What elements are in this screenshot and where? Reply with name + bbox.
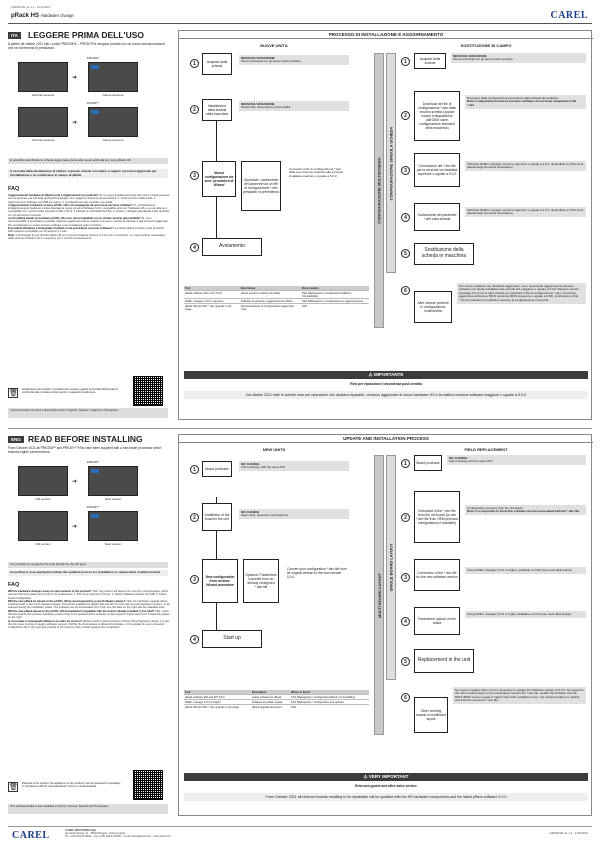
ita-sticker-note xyxy=(8,158,168,164)
step-number: 5 xyxy=(401,249,410,258)
step-number: 1 xyxy=(401,57,410,66)
faq-question: Will the new pRack be based on the pCOS+ HS be accompanied by a new Software release? xyxy=(8,599,126,603)
footer-address xyxy=(65,829,325,838)
old-version-label: Vecchia versione xyxy=(31,93,55,97)
new-device-image-2 xyxy=(88,107,138,137)
product-title xyxy=(11,13,74,19)
ita-tools-table xyxy=(184,286,369,311)
arrow-right-icon: ➜ xyxy=(72,524,78,530)
faq-item xyxy=(8,234,170,241)
header-divider xyxy=(8,23,592,24)
faq-answer: YES, notice that the boards with previous hardware version have to be updated with a software version equal or higher than 5.0.0. Follow the guides on the right. xyxy=(8,609,170,620)
step-number: 1 xyxy=(190,59,199,68)
warning-text: According to your application follow the updated process for installation or replacement of pRack boards xyxy=(10,570,161,574)
faq-item xyxy=(8,204,170,217)
ita-field-title: SOSTITUZIONE IN CAMPO xyxy=(460,43,512,48)
lang-tag-eng: ENG xyxy=(8,436,24,443)
new-step-2-box: Installation of the board in the unit xyxy=(202,503,232,531)
eng-process-panel xyxy=(178,434,592,816)
step-number: 1 xyxy=(401,459,410,468)
field-step-6-note: No need to replace them, but it's necessary to update the Software version to 5.0.0. So repeat for the other boards steps 2,3,4 to download, convert the *.dev file, update the software and the BIOS (BIOS version equal or higher than 6.60, available in the *.zip software folder) on pRack and load the converted *.dev file. xyxy=(453,687,586,704)
eng-devices xyxy=(8,460,168,560)
new-step-1-box: Board purchase xyxy=(202,461,232,477)
sidebar-single: SINGLE BOARD LAYOUT xyxy=(386,455,396,680)
new-device-image xyxy=(88,62,138,92)
faq-answer: Il downgrade di una scheda pRack HS con versione software inferiore a 5.0.0 non è consentito. Le nuove schede necessitano della versione software 5.0.0 o superiore per il corretto funzionamento. xyxy=(8,233,166,240)
new-step-4-box: Start up xyxy=(202,630,262,648)
eng-section xyxy=(8,432,592,827)
sidebar-multi: MULTI BOARD LAYOUT xyxy=(374,455,384,735)
step-number: 6 xyxy=(401,286,410,295)
step-number: 3 xyxy=(401,166,410,175)
field-step-6-box: Altre schede presenti in configurazione multischeda xyxy=(414,291,452,323)
field-step-4-note: Utilizzare RHEC manager versione superiore o uguale a 2.9.3, disponibile su KSA (vedi tabella degli strumenti sottostante) xyxy=(465,207,586,217)
carel-logo: CAREL xyxy=(550,10,588,21)
new-step-3-convert: Convert your configuration *.dev file from its original version to the new release 5.0.0 xyxy=(285,565,349,580)
arrow-right-icon: ➜ xyxy=(72,120,78,126)
eng-important-banner: ⚠ VERY IMPORTANT xyxy=(184,773,588,781)
ita-warning xyxy=(8,169,168,178)
step-number: 4 xyxy=(401,617,410,626)
ita-languages-note xyxy=(8,408,168,418)
bin-icon: 🗑 xyxy=(9,784,18,791)
faq-answer: Sì, le nuova ampliamento base del nuove microprocessore che ne assicura una vita della applicazione svolger anni maggiore dotazione da prestazioni: 1. Tempi di avvio ridotti a 20s; 2. Aggiornamento Software via USB più veloce; 3. Configurazione dei controller più rapida. xyxy=(8,194,170,204)
ita-faq-title: FAQ xyxy=(8,186,20,192)
old-version-label: Old version xyxy=(35,497,51,501)
table-header-row: Tool Descrizione Dove trovarlo xyxy=(184,286,369,291)
faq-item xyxy=(8,600,170,610)
field-step-1-box: Acquisto della scheda xyxy=(414,53,446,69)
old-device-image-2 xyxy=(18,107,68,137)
product-name: pRack HS xyxy=(11,13,40,19)
field-step-2-box: Download of the *.dev file from the old board (or use *.dev file from OEM previous configurations if available) xyxy=(414,491,460,543)
step-number: 2 xyxy=(190,105,199,114)
sidebar-single: CONFIGURAZIONE SINGOLA SCHEDA xyxy=(386,53,396,273)
languages-note-text: This technical leaflet is also available in French, German, Spanish and Portuguese. xyxy=(10,805,109,808)
new-device-image xyxy=(88,466,138,496)
faq-item xyxy=(8,620,170,630)
new-step-2-note: NO CHANGE Same I/Os, dimension and features xyxy=(239,509,349,519)
faq-question: Will the hardware changes mean an improvement to the product? xyxy=(8,590,92,593)
ita-disposal: Smaltimento del prodotto: Il prodotto deve essere oggetto di raccolta differenziata in conformità alle normative locali vigenti in materia di smaltimento. xyxy=(22,388,119,394)
step-number: 5 xyxy=(401,657,410,666)
product-sub: Hardware change xyxy=(40,13,74,18)
new-version-label: Nuova versione xyxy=(102,93,124,97)
new-step-2-box: Installazione della scheda nella macchina xyxy=(202,99,232,121)
step-number: 3 xyxy=(190,575,199,584)
field-step-3-box: Conversion of the *.dev file for the new software version xyxy=(414,559,460,591)
field-step-6-note: Non serve sostituire con hardware aggiornato, ma è necessario aggiornare la versione software con quella installata nelle schede HS maggiore o uguale a 5.0.0. Ripetere quindi i passaggi 2,3,4 con le altre schede per scaricare il file di configurazione *.dev, convertirlo, aggiornare software e BIOS (versione BIOS superiore o uguale a 6.60), continuato nel file *.zip del software) sul pRack e caricare la configurazione convertita. xyxy=(457,283,586,304)
footer-doc-code: +050001431 rel. 1.1 – 14.09.2021 xyxy=(548,832,588,835)
faq-question: È possibile effettuare il downgrade di pRack a una precedente versione software? xyxy=(8,226,113,230)
field-step-2-box: Download del file di configurazione *.dev dalla vecchia scheda (oppure messo a disposizione dall'OEM come configurazione standard della macchina) xyxy=(414,91,460,141)
sticker-note-text: E possibile identificare le schede aggiornate grazie alla nuova etichetta con logo pRack HS. xyxy=(10,158,132,162)
field-step-2-note: Recupero della configurazione precedente dalla scheda da sostituire. Nota: è importante trovare la versione software da cui viene recuperato il file *.dev xyxy=(465,95,586,109)
eng-sticker-note xyxy=(8,562,168,568)
old-device-image-2 xyxy=(18,511,68,541)
faq-question: I aggiornamenti hardware di pRack porta a miglioramenti nel prodotto? xyxy=(8,194,99,197)
step-number: 3 xyxy=(401,573,410,582)
arrow-right-icon: ➜ xyxy=(72,75,78,81)
ita-process-title: PROCESSO DI INSTALLAZIONE E AGGIORNAMENTO xyxy=(179,32,593,39)
faq-answer: YES, the hardware upgrade will be combined with a new 5.0.0 software release. This will be available for pRack 300 and 30Y for both new and old hardware versions, to be selected during the installation phase. The software can be downloaded from KSA, see the table on the right with the available tools. xyxy=(8,599,170,610)
eng-disposal: Disposal of the product: the appliance (or the product) must be disposed of separately in compliance with the local standards in force on waste disposal. xyxy=(22,782,121,788)
device-label-bottom: PRK30Y* xyxy=(86,101,100,105)
warning-text: A seconda della destinazione di utilizzo si queste schede si invitano a seguire i processi aggiornati per l'installazione o la sostituzione in campo di pRack xyxy=(10,169,157,177)
field-step-1-note: NESSUNA VARIAZIONE Piena continuità con gli stessi codici prodotto xyxy=(451,53,586,63)
faq-item xyxy=(8,590,170,600)
ita-devices xyxy=(8,56,168,156)
qr-code-icon xyxy=(133,376,163,406)
sidebar-multi: CONFIGURAZIONE MULTISCHEDA xyxy=(374,53,384,328)
faq-question: Is it possible to downgrade pRack to an older sw version? xyxy=(8,619,83,623)
ita-important-text: Da ottobre 2021 tutte le schede rese per riparazioni che risultano riparabili, verranno aggiornate al nuovo hardware HS e la relativa versione software maggiore o uguale a 5.0.0 xyxy=(184,391,588,399)
step-number: 3 xyxy=(190,171,199,180)
faq-answer: pRack boards produced before October 2021 (hardware version 2.x) are the only ones running on legacy software versions. NOTE: the downgrades of pRack HS software, or the upload of a non-converted configuration file to the permanent board of the board in case of back-up/pack are not allowed. xyxy=(8,619,170,630)
table-row: pRack 300 and 30Y *.dev upgrade in the range Documentazione di configurazione aggiornata *.dev KSA xyxy=(184,304,369,312)
faq-question: I nuovi pRack basati su hardware pCOS+ HS sono retrocompatibili con le schede vecchie già installate? xyxy=(8,217,141,221)
field-step-5-box: Replacement in the unit xyxy=(414,649,474,673)
step-number: 4 xyxy=(190,635,199,644)
eng-important-text: From October 2021 all returned boards resulting to be repairable will be updated with the HS hardware components and the latest pRack software 5.0.0 xyxy=(184,793,588,801)
field-step-4-note: Using RHEC manager 2.9.3 or higher available on KSA (see tools table below) xyxy=(465,611,586,618)
faq-answer: Sì, sono retrocompatibili. Il sensibilità e possibile registrare aggiornare tutte le schede (compresi i vecchi) al software e agli strumenti aggiornati. Per completezza, la nuova versione software è da considerare solo in funzione. xyxy=(8,217,169,227)
table-row: pRack software 300 e 30Y 5.0.0 Ultima versione software di pRack KSA (Webupports / Configurazione/pRack / Compatibilità) xyxy=(184,291,369,299)
table-row: pRack 300 and 30Y *.dev upgrade in the range pRack upgrade document KSA xyxy=(184,705,369,710)
device-label-top: PRK300* xyxy=(86,460,100,464)
eng-important-sub: Returned goods and after-sales service xyxy=(355,784,417,788)
table-row: RHEC manager 2.9.3 or higher Software for pRack update KSA (Webupports / Configuration and update) xyxy=(184,700,369,705)
eng-warning xyxy=(8,570,168,576)
ita-intro: A partire da ottobre 2021 tutti i codici PRK300Pa – PRK30YPa vengono prodotti con un nuovo microprocessore che ne incrementa le prestazioni. xyxy=(8,42,166,50)
footer-address-line: Via dell'Industria, 11 - 35020 Brugine - Padova (Italy) xyxy=(65,832,126,835)
ita-faq-list xyxy=(8,194,170,240)
footer-company: CAREL INDUSTRIES HQs xyxy=(65,829,97,832)
footer-logo: CAREL xyxy=(12,830,50,841)
eng-languages-note xyxy=(8,804,168,814)
faq-answer: Sì, continuamente all'aggiornamento hardware è stata rilasciata la nuova versione Software 5.0.0, compatibile solo con l'hardware HS, e a sua volta non compatibile con i vecchi codici precedenti S00 e 3XYF. Il software è scaricabile da KSA, in seriali e i dettagli nella tabella a lato riportata, con gli strumenti a supporto. xyxy=(8,203,170,217)
ita-new-units-title: NUOVE UNITÀ xyxy=(260,43,288,48)
field-step-1-note: NO CHANGE Full continuity with the same P/N xyxy=(447,455,586,465)
faq-question: Nota: xyxy=(8,233,15,237)
languages-note-text: Il presente foglio istruzioni è disponibile anche in Inglese, Tedesco, Spagnolo e Portoghese. xyxy=(10,409,119,412)
step-number: 2 xyxy=(190,513,199,522)
old-version-label-2: Old version xyxy=(35,542,51,546)
doc-code: +050001431 rel. 1.1 – 14.09.2021 xyxy=(11,6,51,9)
faq-item xyxy=(8,194,170,204)
eng-faq-list xyxy=(8,590,170,630)
ita-important-banner: ⚠ IMPORTANTE xyxy=(184,371,588,379)
new-step-1-note: NO CHANGE Full continuity, with the same P/N xyxy=(239,461,349,471)
eng-faq-title: FAQ xyxy=(8,582,20,588)
field-step-2-note: Configuration recovery from the old board. Note: it is important to know the software version associated with the *.dev file xyxy=(465,505,586,515)
new-step-3-box: New configuration from scratch: Wizard procedure xyxy=(202,559,238,603)
step-number: 4 xyxy=(190,243,199,252)
faq-answer: YES, the product will feature the new HS microprocessor, which ensures that times faster and a half on its predecessor. 1. Boot time reduced to 20 sec; 2. Faster Software updates via USB; 3. Faster board configuration. xyxy=(8,590,169,600)
arrow-right-icon: ➜ xyxy=(72,479,78,485)
faq-item xyxy=(8,610,170,620)
new-step-3-convert: Convertire il file di configurazione *.dev dalla sua versione originale alla versione installata superiore o uguale a 5.0.0 xyxy=(287,166,349,180)
sticker-note-text: It is possible to recognize the new boards by the HS logo. xyxy=(10,562,87,566)
field-step-4-box: Parameters upload on the board xyxy=(414,607,460,635)
table-row: pRack software 300 and 30Y 5.0.0 Latest software for pRack KSA (Webupports / Configuration/pRack / Compatibility) xyxy=(184,695,369,700)
faq-question: Will the new pRack based on the pCOS+ HS be backward compatible with the boards already installed in the field? xyxy=(8,609,155,613)
new-step-3-box: Nuova configurazione da zero: procedura di Wizard xyxy=(202,161,236,197)
footer-divider xyxy=(8,826,592,827)
field-step-3-box: Conversione del *.dev file per la versione sw installata superiore o uguale a 5.0.0 xyxy=(414,153,460,187)
new-step-3-optional: Optional: Parameters imported from an already configured *.dev file xyxy=(243,559,279,603)
new-version-label-2: Nuova versione xyxy=(102,138,124,142)
new-step-1-note: NESSUNA VARIAZIONE Piena continuità con gli stessi codici prodotto xyxy=(239,55,349,65)
faq-item xyxy=(8,227,170,234)
table-header-row: Tool Description Where to find it xyxy=(184,690,369,695)
table-row: RHEC manager 2.9.3 o superiore Software di gestione e aggiornamento pRack KSA (Webupports / Configurazione e aggiornamento) xyxy=(184,299,369,304)
section-divider xyxy=(8,428,592,429)
qr-code-icon xyxy=(133,770,163,800)
new-step-3-optional: Opzionale: caricamento dei parametri da un file di configurazione *.dev preparato in precedenza xyxy=(241,161,281,211)
ita-section xyxy=(8,28,592,423)
field-step-4-box: Caricamento del parametri *.dev sulla scheda xyxy=(414,203,460,231)
field-step-1-box: Board purchase xyxy=(414,455,442,471)
old-device-image xyxy=(18,62,68,92)
faq-item xyxy=(8,217,170,227)
eng-title: READ BEFORE INSTALLING xyxy=(28,434,143,444)
step-number: 4 xyxy=(401,213,410,222)
eng-process-title: UPDATE AND INSTALLATION PROCESS xyxy=(179,436,593,443)
field-step-5-box: Sostituzione della scheda in macchina xyxy=(414,243,474,265)
field-step-6-box: Other working boards in multiboard layout xyxy=(414,697,448,733)
lang-tag-ita: ITA xyxy=(8,32,21,39)
field-step-3-note: Using RHEC manager 2.9.3 or higher, available on KSA (see tools table below) xyxy=(465,567,586,574)
eng-new-units-title: NEW UNITS xyxy=(262,447,286,452)
field-step-3-note: Utilizzare RHEC manager versione superiore o uguale a 2.9.3, disponibile su KSA (vedi tabella degli strumenti sottostante) xyxy=(465,161,586,171)
faq-answer: Le schede pRack prodotte prima di ottobre 2021 saranno compatibili con la versione 4.x solo. xyxy=(8,226,165,234)
eng-field-title: FIELD REPLACEMENT xyxy=(464,447,508,452)
faq-question: L'aggiornamento hardware su base pCOS+ HS è accompagnato da una nuova versione software? xyxy=(8,203,133,207)
bin-icon: 🗑 xyxy=(9,390,18,397)
eng-intro: From October 2021 all PRK300P* and PRK30Y* P/Ns have been supplied with a new faster processor which ensures higher performances. xyxy=(8,446,162,454)
new-step-4-box: Avviamento xyxy=(202,238,262,256)
step-number: 1 xyxy=(190,465,199,474)
footer-contacts: Tel. (+39) 049 9716611 - Fax (+39) 049 9716600 - e-mail: carel@carel.com - www.carel.com xyxy=(65,835,171,838)
eng-tools-table xyxy=(184,690,369,709)
device-label-top: PRK300* xyxy=(86,56,100,60)
new-device-image-2 xyxy=(88,511,138,541)
new-version-label: New version xyxy=(104,497,122,501)
new-step-1-box: Acquisto della scheda xyxy=(202,53,232,75)
new-step-2-note: NESSUNA VARIAZIONE Stessi I/Os, dimensioni e funzionalità xyxy=(239,101,349,111)
ita-process-panel xyxy=(178,30,592,420)
step-number: 6 xyxy=(401,693,410,702)
step-number: 2 xyxy=(401,111,410,120)
new-version-label-2: New version xyxy=(104,542,122,546)
ita-important-sub: Resi per riparazioni e assistenza post-vendita xyxy=(350,382,422,386)
device-label-bottom: PRK30Y* xyxy=(86,505,100,509)
ita-title: LEGGERE PRIMA DELL'USO xyxy=(28,30,144,40)
step-number: 2 xyxy=(401,513,410,522)
old-device-image xyxy=(18,466,68,496)
old-version-label-2: Vecchia versione xyxy=(31,138,55,142)
